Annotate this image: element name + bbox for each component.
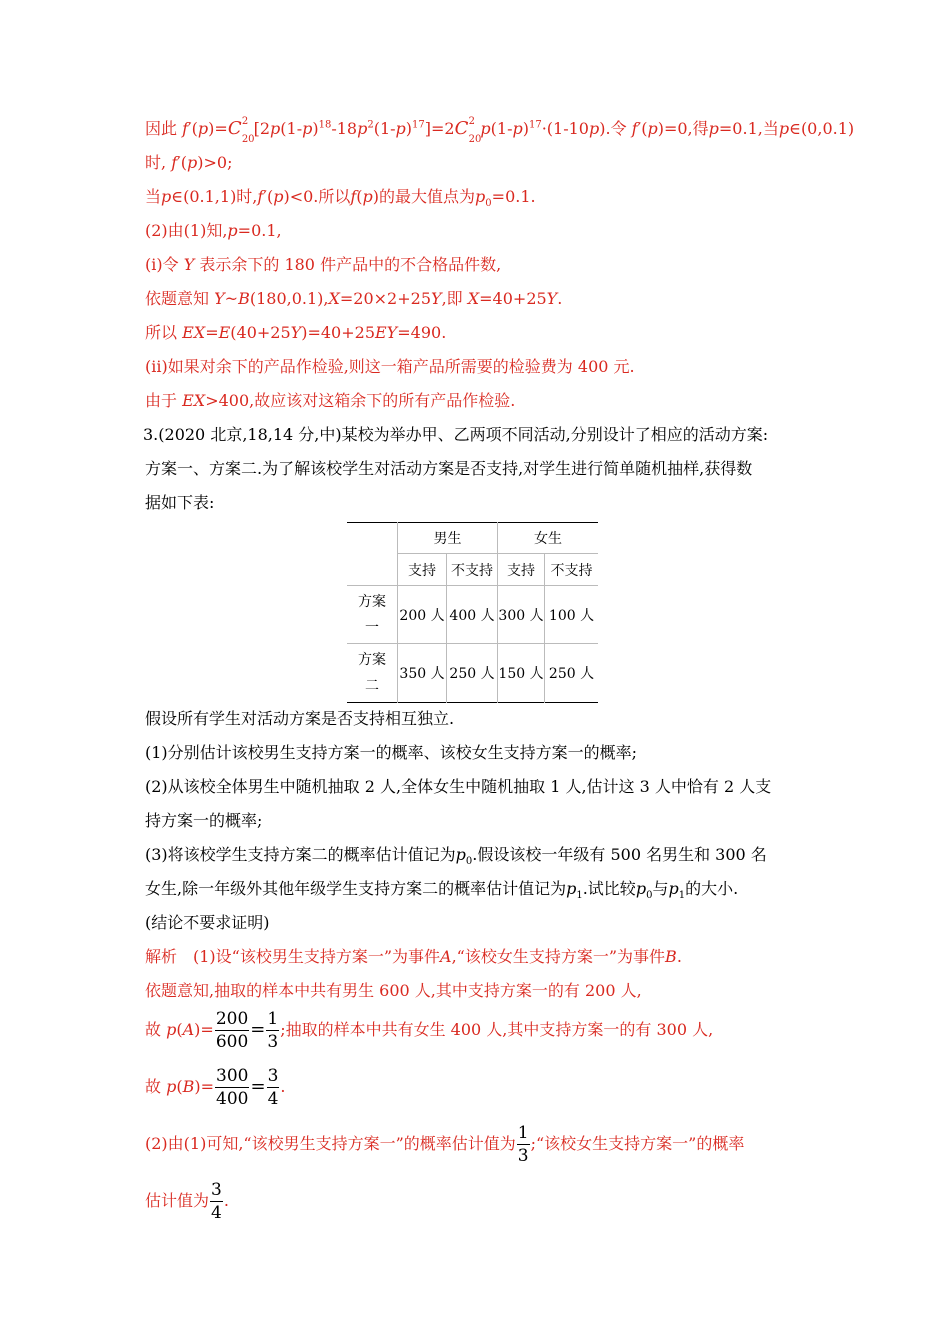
question-3-line-2 — [145, 872, 738, 906]
math: f — [171, 153, 178, 172]
math: Y — [214, 289, 225, 308]
fraction: $\frac{1}{3}$ — [267, 1009, 279, 1052]
text: ( — [356, 187, 363, 206]
solution-part-2-line-2 — [145, 1176, 229, 1226]
text: (40+25 — [230, 323, 291, 342]
text: 故 — [145, 1020, 162, 1039]
text: =490. — [397, 323, 447, 342]
text: 当 — [145, 187, 162, 206]
math: f — [350, 187, 357, 206]
text: =40+25 — [479, 289, 547, 308]
text: ( — [176, 1077, 183, 1096]
combination-symbol: C 2 20 — [227, 116, 255, 145]
text: (2)由(1)可知,“该校男生支持方案一”的概率估计值为 — [145, 1134, 516, 1153]
text: ∈(0,0.1) — [789, 119, 855, 138]
math: p — [455, 845, 466, 864]
math: p — [395, 119, 406, 138]
math: p — [161, 187, 172, 206]
text: 一 — [365, 619, 379, 636]
math: p — [566, 879, 577, 898]
text: (1- — [490, 119, 513, 138]
solution-line-9 — [145, 384, 515, 418]
table-subheader: 支持 — [498, 554, 545, 586]
math: Y — [546, 289, 558, 308]
math: p — [273, 187, 284, 206]
subscript: 0 — [485, 198, 492, 210]
math: A — [182, 1020, 195, 1039]
math: EX — [182, 391, 206, 410]
math: EX — [182, 323, 206, 342]
survey-table — [347, 522, 598, 703]
text: )=40+25 — [301, 323, 375, 342]
text: ,“该校女生支持方案一”为事件 — [451, 947, 666, 966]
text: 方案 — [358, 652, 386, 668]
text: (180,0.1), — [249, 289, 329, 308]
text: (i)令 — [145, 255, 179, 274]
table-subheader: 支持 — [398, 554, 447, 586]
table-subheader: 不支持 — [447, 554, 498, 586]
question-1: (1)分别估计该校男生支持方案一的概率、该校女生支持方案一的概率; — [145, 743, 638, 762]
text: [2 — [253, 119, 271, 138]
text: ′( — [188, 119, 198, 138]
math: p — [512, 119, 523, 138]
fraction: $\frac{200}{600}$ — [215, 1009, 249, 1052]
text: ,即 — [441, 289, 463, 308]
subscript: 1 — [678, 890, 686, 902]
text: ( — [176, 1020, 183, 1039]
question-3-line-3: (结论不要求证明) — [145, 913, 270, 932]
table-cell: 200 人 — [398, 586, 447, 644]
math: f — [257, 187, 264, 206]
table-row — [347, 644, 598, 703]
solution-line-7 — [145, 316, 446, 350]
table-header-row — [347, 523, 598, 554]
math: p — [480, 119, 491, 138]
table-row-label — [347, 586, 398, 644]
text: 二 — [365, 678, 379, 694]
subscript: 0 — [465, 856, 473, 868]
table-cell: 350 人 — [398, 644, 447, 703]
text: =20×2+25 — [339, 289, 431, 308]
text: ]=2 — [424, 119, 455, 138]
combination-symbol: C 2 20 — [454, 116, 482, 145]
text: . — [676, 947, 682, 966]
math: Y — [290, 323, 302, 342]
table-subheader: 不支持 — [545, 554, 599, 586]
text: 解析 (1)设“该校男生支持方案一”为事件 — [145, 947, 441, 966]
text: (1- — [373, 119, 396, 138]
math: p — [647, 119, 658, 138]
solution-line-2 — [145, 146, 232, 180]
math: p — [357, 119, 368, 138]
math: p — [186, 153, 198, 172]
solution-line-5 — [145, 248, 501, 282]
table-cell: 100 人 — [545, 586, 599, 644]
text: 与 — [652, 879, 669, 898]
math: f — [182, 119, 189, 138]
text: =0.1,当 — [718, 119, 779, 138]
text: 方案 — [358, 593, 386, 610]
text: 所以 — [145, 323, 178, 342]
table-group-header: 女生 — [498, 523, 599, 554]
table-cell: 250 人 — [447, 644, 498, 703]
text: . — [280, 1077, 286, 1096]
math: p — [197, 119, 209, 138]
math: p — [668, 879, 679, 898]
table-row-label — [347, 644, 398, 703]
text: ∈(0.1,1)时, — [171, 187, 258, 206]
text: 时, — [145, 153, 167, 172]
math: Y — [431, 289, 442, 308]
table-cell: 150 人 — [498, 644, 545, 703]
text: 估计值为 — [145, 1191, 210, 1210]
text: ) — [312, 119, 319, 138]
solution-analysis-line-3 — [145, 1005, 713, 1055]
text: ~ — [224, 289, 239, 308]
math: p — [588, 119, 600, 138]
text: )<0.所以 — [283, 187, 351, 206]
math: p — [475, 187, 486, 206]
solution-analysis-line-1 — [145, 940, 682, 974]
problem-line-2: 方案一、方案二.为了解该校学生对活动方案是否支持,对学生进行简单随机抽样,获得数 — [145, 459, 753, 478]
text: =0.1. — [491, 187, 536, 206]
math: B — [665, 947, 677, 966]
solution-line-8: (ii)如果对余下的产品作检验,则这一箱产品所需要的检验费为 400 元. — [145, 357, 635, 376]
problem-line-3: 据如下表: — [145, 493, 215, 512]
text: (2)由(1)知, — [145, 221, 228, 240]
text: 女生,除一年级外其他年级学生支持方案二的概率估计值记为 — [145, 879, 567, 898]
solution-line-4 — [145, 214, 282, 248]
table-row — [347, 586, 598, 644]
subscript: 1 — [576, 890, 583, 902]
superscript: 17 — [412, 119, 425, 131]
text: ′( — [637, 119, 648, 138]
solution-line-3 — [145, 180, 536, 214]
equals-sign: = — [250, 1019, 266, 1040]
math: p — [362, 187, 373, 206]
text: =0.1, — [237, 221, 282, 240]
question-intro: 假设所有学生对活动方案是否支持相互独立. — [145, 709, 455, 728]
math: p — [302, 119, 313, 138]
table-cell: 250 人 — [545, 644, 599, 703]
table-group-header: 男生 — [398, 523, 498, 554]
superscript: 17 — [528, 119, 542, 131]
math: f — [631, 119, 638, 138]
superscript: 18 — [318, 119, 332, 131]
table-cell: 300 人 — [498, 586, 545, 644]
text: 因此 — [145, 119, 178, 138]
math: E — [218, 323, 231, 342]
text: ′( — [177, 153, 187, 172]
text: )= — [194, 1020, 214, 1039]
text: 表示余下的 180 件产品中的不合格品件数, — [199, 255, 502, 274]
text: (3)将该校学生支持方案二的概率估计值记为 — [145, 845, 456, 864]
text: )= — [194, 1077, 215, 1096]
question-2-line-1: (2)从该校全体男生中随机抽取 2 人,全体女生中随机抽取 1 人,估计这 3 人中恰有 2 人支 — [145, 777, 772, 796]
question-2-line-2: 持方案一的概率; — [145, 811, 263, 830]
math: p — [635, 879, 647, 898]
fraction: $\frac{3}{4}$ — [267, 1066, 279, 1109]
solution-analysis-line-4 — [145, 1062, 286, 1112]
text: ).令 — [599, 119, 627, 138]
math: p — [778, 119, 790, 138]
text: .试比较 — [582, 879, 636, 898]
math: A — [440, 947, 452, 966]
math: B — [182, 1077, 195, 1096]
text: 由于 — [145, 391, 178, 410]
text: )= — [208, 119, 228, 138]
solution-analysis-line-2: 依题意知,抽取的样本中共有男生 600 人,其中支持方案一的有 200 人, — [145, 981, 642, 1000]
text: .假设该校一年级有 500 名男生和 300 名 — [472, 845, 767, 864]
math: EY — [375, 323, 398, 342]
text: (1- — [280, 119, 303, 138]
solution-line-6 — [145, 282, 562, 316]
math: p — [270, 119, 281, 138]
text: 故 — [145, 1077, 162, 1096]
text: ) — [522, 119, 529, 138]
math: B — [238, 289, 250, 308]
problem-line-1: 3.(2020 北京,18,14 分,中)某校为举办甲、乙两项不同活动,分别设计了相应的活动方案: — [143, 425, 769, 444]
text: )的最大值点为 — [372, 187, 476, 206]
text: . — [557, 289, 563, 308]
text: . — [223, 1191, 229, 1210]
text: ·(1-10 — [541, 119, 589, 138]
text: 依题意知 — [145, 289, 210, 308]
text: ) — [405, 119, 413, 138]
fraction: $\frac{300}{400}$ — [216, 1066, 249, 1109]
fraction: $\frac{1}{3}$ — [517, 1123, 529, 1166]
fraction: $\frac{3}{4}$ — [211, 1180, 222, 1223]
text: ;抽取的样本中共有女生 400 人,其中支持方案一的有 300 人, — [280, 1020, 714, 1039]
math: X — [328, 289, 340, 308]
math: X — [467, 289, 480, 308]
question-3-line-1 — [145, 838, 767, 872]
superscript: 2 — [367, 119, 374, 131]
equals-sign: = — [250, 1076, 266, 1097]
text: )=0,得 — [657, 119, 709, 138]
text: = — [205, 323, 219, 342]
text: ;“该校女生支持方案一”的概率 — [530, 1134, 745, 1153]
solution-part-2-line-1 — [145, 1119, 744, 1169]
math: p — [708, 119, 719, 138]
text: -18 — [331, 119, 358, 138]
table-cell: 400 人 — [447, 586, 498, 644]
math: p — [227, 221, 238, 240]
math: Y — [183, 255, 195, 274]
math: p — [166, 1077, 177, 1096]
subscript: 0 — [646, 890, 653, 902]
math: p — [166, 1020, 177, 1039]
text: )>0; — [197, 153, 233, 172]
text: >400,故应该对这箱余下的所有产品作检验. — [205, 391, 516, 410]
text: ′( — [263, 187, 274, 206]
text: 的大小. — [685, 879, 739, 898]
solution-line-1 — [145, 112, 854, 146]
table-corner-cell — [347, 523, 398, 586]
